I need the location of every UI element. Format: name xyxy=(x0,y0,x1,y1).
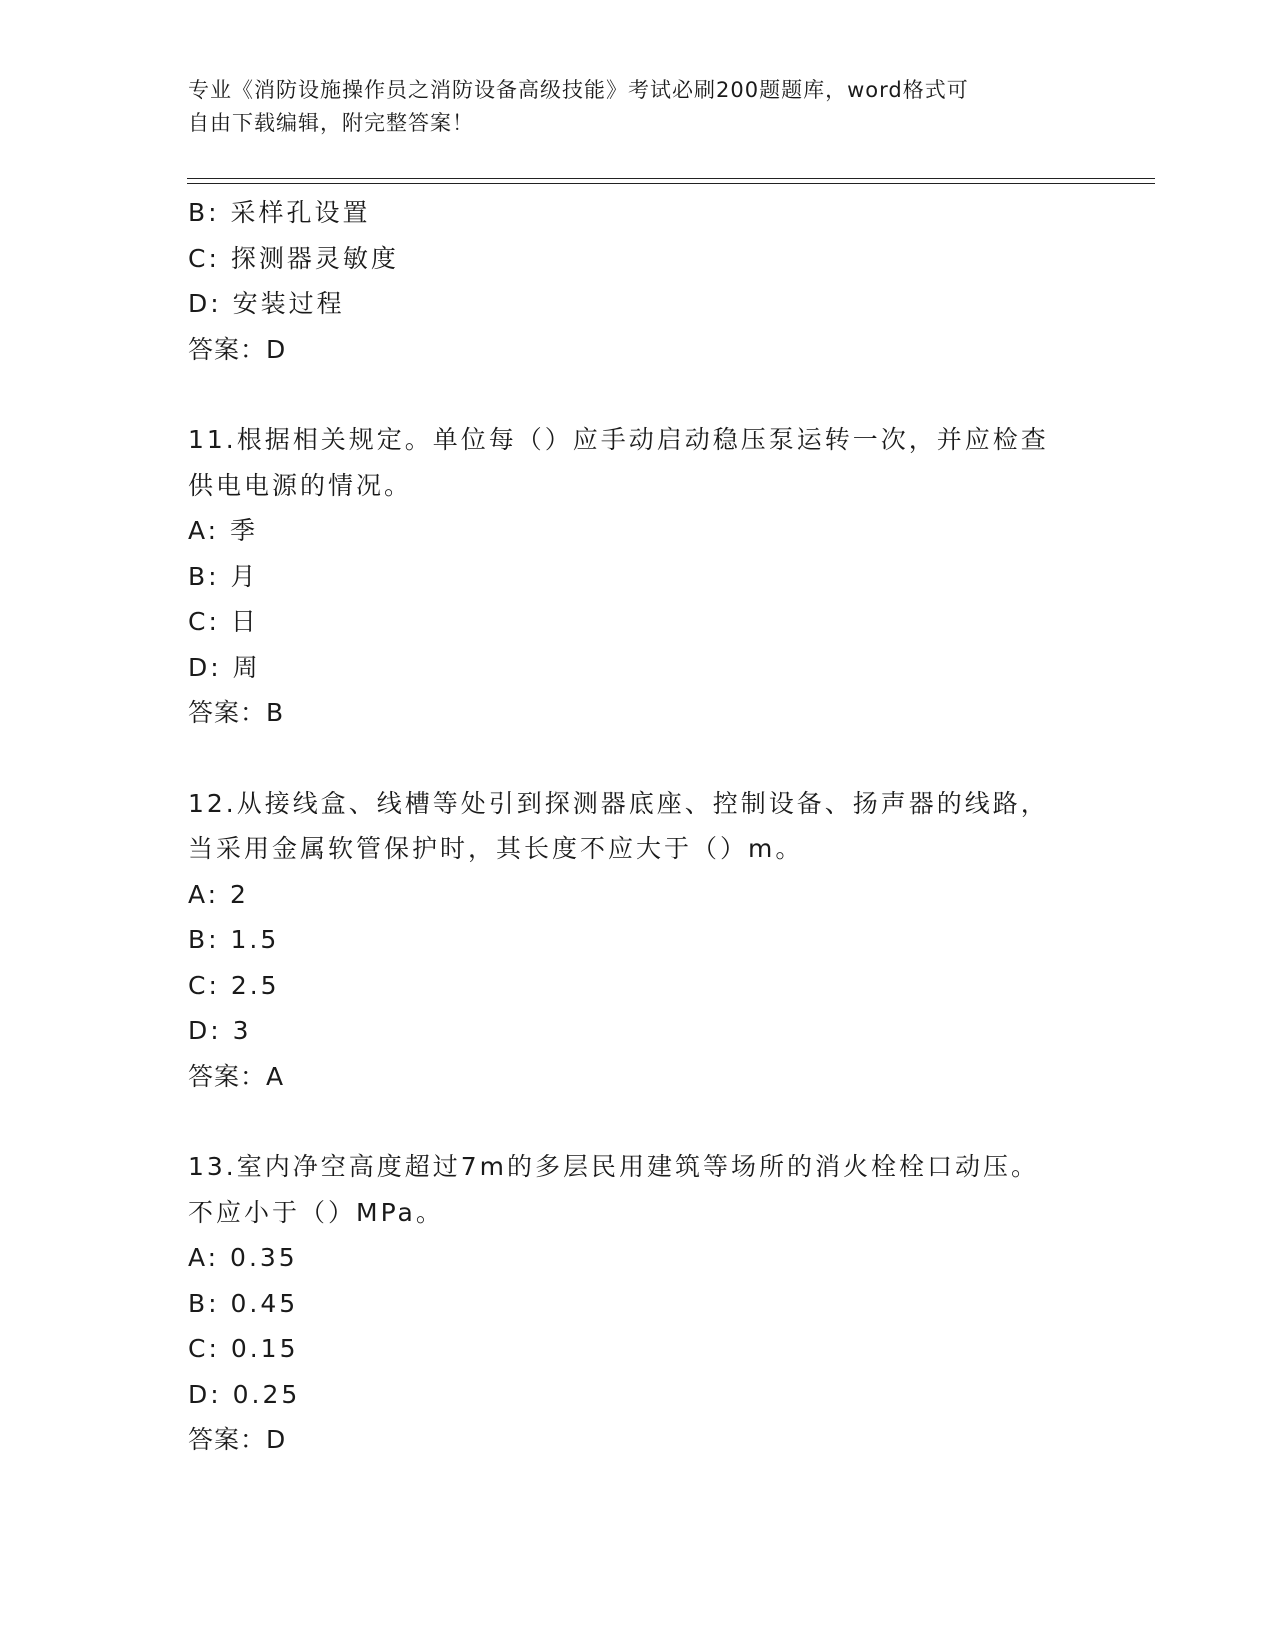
question-12 xyxy=(188,781,1088,1100)
option-b: B: 1.5 xyxy=(188,925,280,954)
option-a: A: 季 xyxy=(188,516,259,545)
question-11 xyxy=(188,417,1088,736)
option-b: B: 采样孔设置 xyxy=(188,198,371,227)
header-line-2: 自由下载编辑，附完整答案！ xyxy=(188,111,474,135)
question-stem-line-2: 供电电源的情况。 xyxy=(188,470,413,500)
header-rule-top xyxy=(187,178,1155,179)
option-c: C: 0.15 xyxy=(188,1334,299,1363)
question-stem-line-2: 不应小于（）MPa。 xyxy=(188,1197,444,1227)
document-body xyxy=(188,190,1088,1463)
option-c: C: 2.5 xyxy=(188,970,280,1000)
option-b: B: 0.45 xyxy=(188,1288,299,1318)
option-a: A: 0.35 xyxy=(188,1243,298,1272)
answer-line: 答案：A xyxy=(188,1061,285,1091)
question-10-continued xyxy=(188,190,1088,372)
question-13 xyxy=(188,1144,1088,1463)
answer-line: 答案：D xyxy=(188,1425,287,1454)
option-d: D: 0.25 xyxy=(188,1379,301,1409)
option-b: B: 月 xyxy=(188,561,259,591)
header-rule-bottom xyxy=(187,183,1155,184)
option-d: D: 安装过程 xyxy=(188,289,345,318)
option-c: C: 日 xyxy=(188,607,259,636)
option-d: D: 周 xyxy=(188,652,261,682)
answer-line: 答案：D xyxy=(188,334,287,364)
question-stem-line-2: 当采用金属软管保护时，其长度不应大于（）m。 xyxy=(188,834,804,863)
option-c: C: 探测器灵敏度 xyxy=(188,243,399,273)
header-line-1: 专业《消防设施操作员之消防设备高级技能》考试必刷200题题库，word格式可 xyxy=(188,78,969,102)
option-d: D: 3 xyxy=(188,1016,252,1045)
question-stem-line-1: 12.从接线盒、线槽等处引到探测器底座、控制设备、扬声器的线路， xyxy=(188,788,1049,818)
page-header xyxy=(188,74,1068,140)
question-stem-line-1: 11.根据相关规定。单位每（）应手动启动稳压泵运转一次，并应检查 xyxy=(188,425,1049,454)
answer-line: 答案：B xyxy=(188,698,285,727)
option-a: A: 2 xyxy=(188,879,249,909)
question-stem-line-1: 13.室内净空高度超过7m的多层民用建筑等场所的消火栓栓口动压。 xyxy=(188,1152,1040,1181)
